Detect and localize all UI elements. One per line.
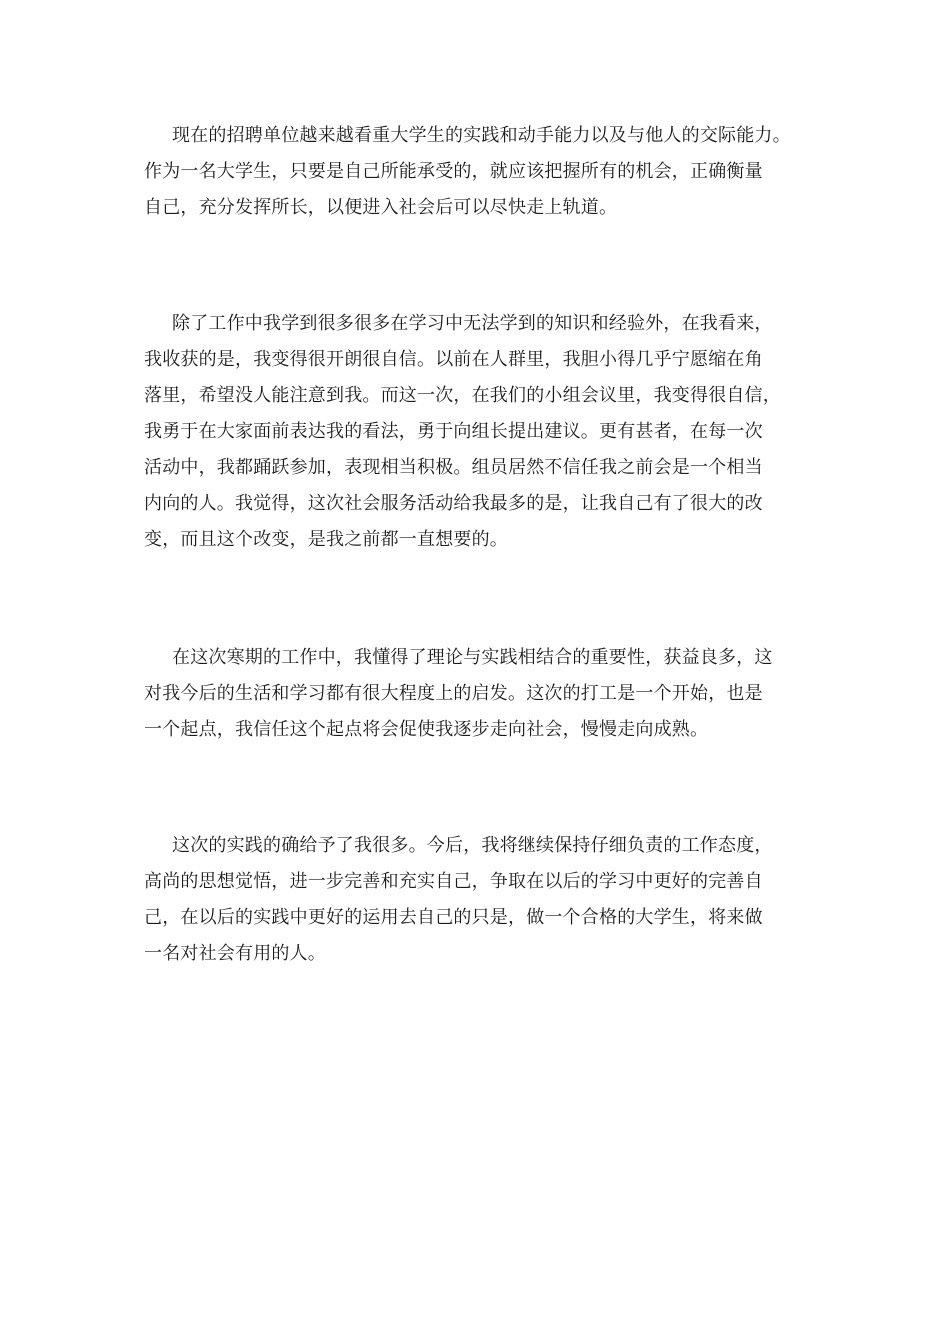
paragraph-line: 自己，充分发挥所长，以便进入社会后可以尽快走上轨道。 <box>144 197 618 218</box>
paragraph-line: 作为一名大学生，只要是自己所能承受的，就应该把握所有的机会，正确衡量 <box>144 161 763 182</box>
paragraph-2 <box>144 306 814 558</box>
paragraph-line: 我勇于在大家面前表达我的看法，勇于向组长提出建议。更有甚者，在每一次 <box>144 421 763 442</box>
paragraph-4 <box>144 828 814 972</box>
paragraph-line: 对我今后的生活和学习都有很大程度上的启发。这次的打工是一个开始，也是 <box>144 683 763 704</box>
paragraph-line: 变，而且这个改变，是我之前都一直想要的。 <box>144 529 508 550</box>
paragraph-spacer <box>144 226 814 306</box>
paragraph-line: 高尚的思想觉悟，进一步完善和充实自己，争取在以后的学习中更好的完善自 <box>144 871 763 892</box>
paragraph-spacer <box>144 558 814 640</box>
paragraph-line: 这次的实践的确给予了我很多。今后，我将继续保持仔细负责的工作态度， <box>172 835 773 856</box>
paragraph-line: 内向的人。我觉得，这次社会服务活动给我最多的是，让我自己有了很大的改 <box>144 493 763 514</box>
paragraph-line: 除了工作中我学到很多很多在学习中无法学到的知识和经验外，在我看来， <box>172 313 773 334</box>
paragraph-line: 一个起点，我信任这个起点将会促使我逐步走向社会，慢慢走向成熟。 <box>144 719 709 740</box>
document-body <box>144 118 814 972</box>
paragraph-line: 落里，希望没人能注意到我。而这一次，在我们的小组会议里，我变得很自信， <box>144 385 781 406</box>
paragraph-line: 活动中，我都踊跃参加，表现相当积极。组员居然不信任我之前会是一个相当 <box>144 457 763 478</box>
paragraph-line: 在这次寒期的工作中，我懂得了理论与实践相结合的重要性，获益良多，这 <box>172 647 773 668</box>
paragraph-line: 我收获的是，我变得很开朗很自信。以前在人群里，我胆小得几乎宁愿缩在角 <box>144 349 763 370</box>
paragraph-3 <box>144 640 814 748</box>
paragraph-1 <box>144 118 814 226</box>
paragraph-spacer <box>144 748 814 828</box>
paragraph-line: 现在的招聘单位越来越看重大学生的实践和动手能力以及与他人的交际能力。 <box>172 125 791 146</box>
paragraph-line: 一名对社会有用的人。 <box>144 943 326 964</box>
paragraph-line: 己，在以后的实践中更好的运用去自己的只是，做一个合格的大学生，将来做 <box>144 907 763 928</box>
